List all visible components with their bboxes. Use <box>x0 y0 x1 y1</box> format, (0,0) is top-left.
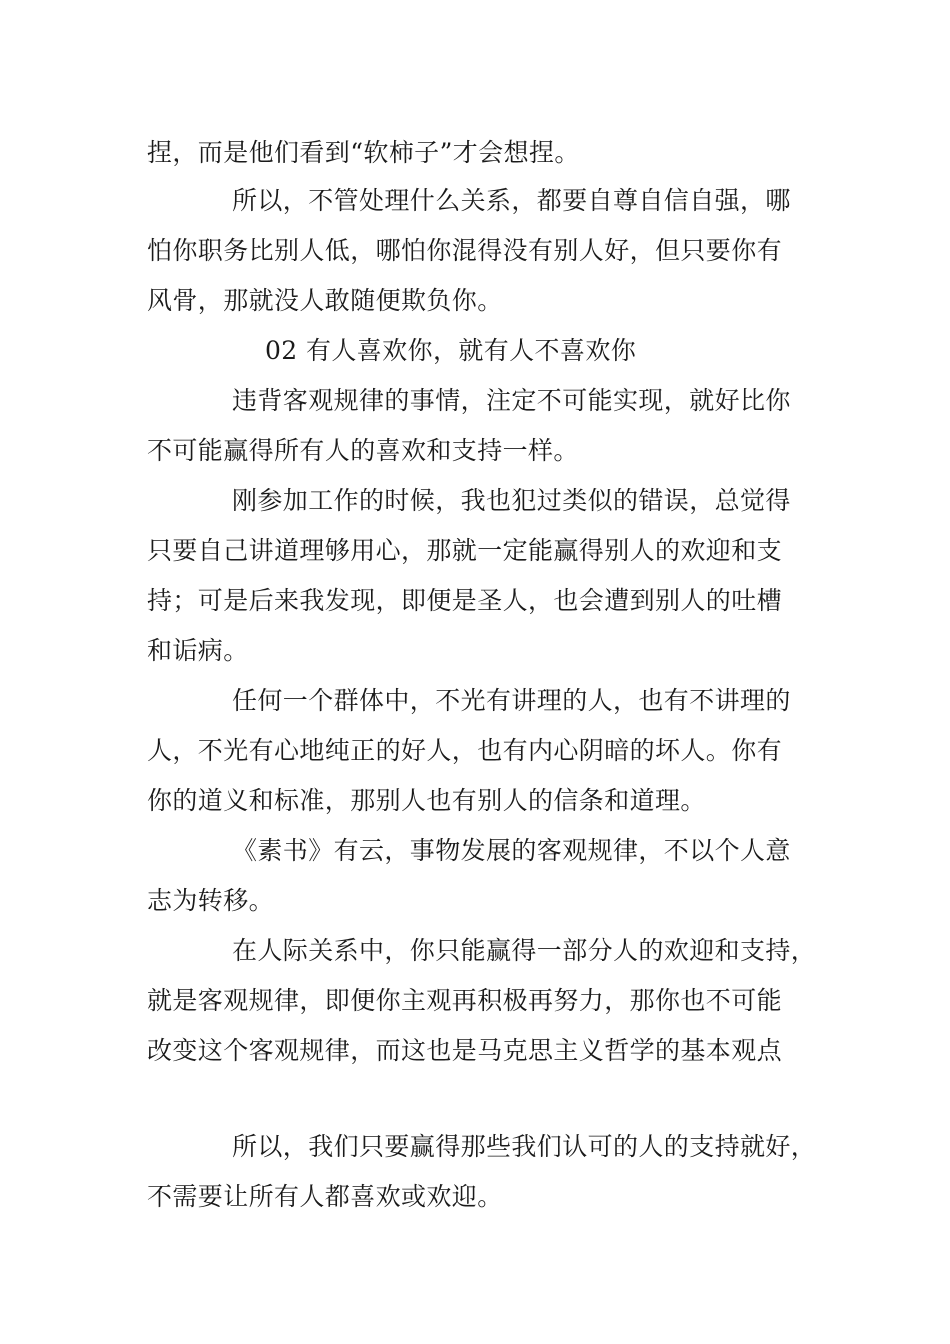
paragraph-line: 不可能赢得所有人的喜欢和支持一样。 <box>147 436 579 465</box>
paragraph-line: 和诟病。 <box>147 636 249 665</box>
paragraph-line: 志为转移。 <box>147 886 275 915</box>
paragraph-line: 怕你职务比别人低，哪怕你混得没有别人好，但只要你有 <box>147 236 783 265</box>
paragraph-line: 所以，不管处理什么关系，都要自尊自信自强，哪 <box>232 186 791 215</box>
paragraph-line: 所以，我们只要赢得那些我们认可的人的支持就好， <box>232 1132 817 1161</box>
paragraph-line: 《素书》有云，事物发展的客观规律，不以个人意 <box>232 836 791 865</box>
paragraph-line: 持；可是后来我发现，即便是圣人，也会遭到别人的吐槽 <box>147 586 783 615</box>
paragraph-line: 你的道义和标准，那别人也有别人的信条和道理。 <box>147 786 706 815</box>
section-heading: 02 有人喜欢你，就有人不喜欢你 <box>265 336 637 365</box>
paragraph-line: 只要自己讲道理够用心，那就一定能赢得别人的欢迎和支 <box>147 536 783 565</box>
paragraph-line: 捏，而是他们看到“软柿子”才会想捏。 <box>147 138 580 167</box>
paragraph-line: 改变这个客观规律，而这也是马克思主义哲学的基本观点 <box>147 1036 783 1065</box>
paragraph-line: 人，不光有心地纯正的好人，也有内心阴暗的坏人。你有 <box>147 736 783 765</box>
paragraph-line: 违背客观规律的事情，注定不可能实现，就好比你 <box>232 386 791 415</box>
paragraph-line: 任何一个群体中，不光有讲理的人，也有不讲理的 <box>232 686 791 715</box>
paragraph-line: 风骨，那就没人敢随便欺负你。 <box>147 286 503 315</box>
paragraph-line: 不需要让所有人都喜欢或欢迎。 <box>147 1182 503 1211</box>
paragraph-line: 刚参加工作的时候，我也犯过类似的错误，总觉得 <box>232 486 791 515</box>
paragraph-line: 就是客观规律，即便你主观再积极再努力，那你也不可能 <box>147 986 783 1015</box>
paragraph-line: 在人际关系中，你只能赢得一部分人的欢迎和支持， <box>232 936 817 965</box>
